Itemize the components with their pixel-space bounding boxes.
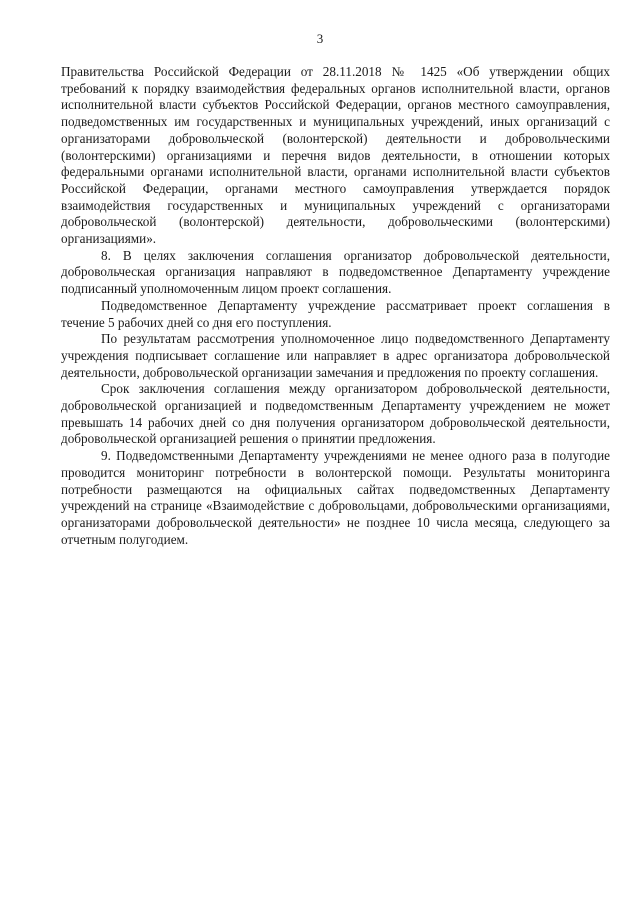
- paragraph-review-results: По результатам рассмотрения уполномоченное лицо подведомственного Департаменту учреждения подписывает соглашение или направляет в адрес организатора добровольческой деятельности, добровольческой организации замечания и предложения по проекту соглашения.: [61, 331, 610, 380]
- paragraph-item-9: 9. Подведомственными Департаменту учреждениями не менее одного раза в полугодие проводится мониторинг потребности в волонтерской помощи. Результаты мониторинга потребности размещаются на официальных сайтах подведомственных Департаменту учреждений на странице «Взаимодействие с добровольцами, добровольческими организациями, организаторами добровольческой деятельности» не позднее 10 числа месяца, следующего за отчетным полугодием.: [61, 448, 610, 547]
- page-number: 3: [316, 31, 324, 46]
- paragraph-continuation: Правительства Российской Федерации от 28.11.2018 № 1425 «Об утверждении общих требований к порядку взаимодействия федеральных органов исполнительной власти, органов исполнительной власти субъектов Российской Федерации, органов местного самоуправления, подведомственных им государственных и муниципальных учреждений, иных организаций с организаторами добровольческой (волонтерской) деятельности и добровольческими (волонтерскими) организациями и перечня видов деятельности, в отношении которых федеральными органами исполнительной власти, органами исполнительной власти субъектов Российской Федерации, органами местного самоуправления утверждается порядок взаимодействия государственных и муниципальных учреждений с организаторами добровольческой (волонтерской) деятельности, добровольческими (волонтерскими) организациями».: [61, 64, 610, 247]
- paragraph-conclusion-term: Срок заключения соглашения между организатором добровольческой деятельности, добровольческой организацией и подведомственным Департаменту учреждением не может превышать 14 рабочих дней со дня получения организатором добровольческой деятельности, добровольческой организацией решения о принятии предложения.: [61, 381, 610, 447]
- paragraph-item-8: 8. В целях заключения соглашения организатор добровольческой деятельности, добровольческая организация направляют в подведомственное Департаменту учреждение подписанный уполномоченным лицом проект соглашения.: [61, 247, 610, 297]
- document-body: [61, 64, 610, 548]
- paragraph-review-period: Подведомственное Департаменту учреждение рассматривает проект соглашения в течение 5 рабочих дней со дня его поступления.: [61, 297, 610, 330]
